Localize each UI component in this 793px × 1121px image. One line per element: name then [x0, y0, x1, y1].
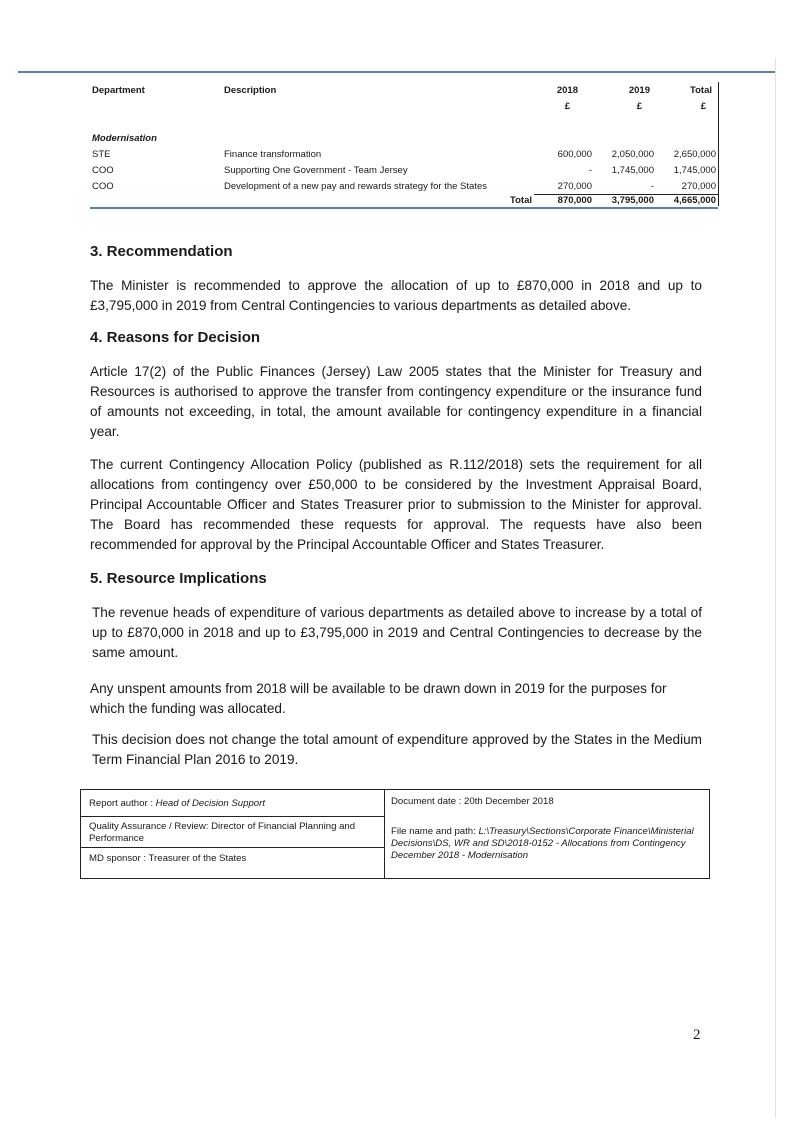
currency-2019: £: [636, 101, 642, 112]
currency-2018: £: [564, 101, 570, 112]
resource-text-3: This decision does not change the total amount of expenditure approved by the States in the Medium Term Financial Plan 2016 to 2019.: [92, 732, 702, 767]
currency-total: £: [700, 101, 706, 112]
total-2019: 3,795,000: [611, 195, 654, 206]
row-1-2019: 2,050,000: [611, 149, 654, 160]
box-column-divider: [384, 790, 385, 878]
heading-recommendation: 3. Recommendation: [90, 243, 233, 260]
row-2-dept: COO: [92, 165, 114, 176]
row-3-desc: Development of a new pay and rewards strategy for the States: [224, 181, 487, 192]
top-rule: [18, 71, 775, 73]
document-info-box: [80, 789, 710, 879]
document-date: Document date : 20th December 2018: [391, 796, 554, 807]
box-divider-2: [81, 847, 384, 848]
row-1-total: 2,650,000: [673, 149, 716, 160]
file-path-value: L:\Treasury\Sections\Corporate Finance\Ministerial Decisions\DS, WR and SD\2018-0152 - Allocations from Contingency December 2018 - Modernisation: [391, 826, 694, 861]
resource-text-1: The revenue heads of expenditure of various departments as detailed above to increase by a total of up to £870,000 in 2018 and up to £3,795,000 in 2019 and Central Contingencies to decrease by the same amount.: [92, 605, 702, 660]
reasons-text-2: The current Contingency Allocation Policy (published as R.112/2018) sets the requirement for all allocations from contingency over £50,000 to be considered by the Investment Appraisal Board, Principal Accountable Officer and States Treasurer prior to submission to the Minister for approval. The Board has recommended these requests for approval. The requests have also been recommended for approval by the Principal Accountable Officer and States Treasurer.: [90, 457, 702, 552]
header-department: Department: [92, 85, 145, 96]
row-1-2018: 600,000: [557, 149, 592, 160]
table-bottom-rule: [90, 207, 718, 209]
total-label: Total: [510, 195, 532, 206]
row-1-desc: Finance transformation: [224, 149, 322, 160]
row-3-dept: COO: [92, 181, 114, 192]
header-description: Description: [224, 85, 277, 96]
row-2-desc: Supporting One Government - Team Jersey: [224, 165, 408, 176]
file-path-label: File name and path:: [391, 826, 479, 837]
report-author-label: Report author :: [89, 798, 156, 809]
reasons-text-1: Article 17(2) of the Public Finances (Jersey) Law 2005 states that the Minister for Treasury and Resources is authorised to approve the transfer from contingency expenditure or the insurance fund of amounts not exceeding, in total, the amount available for contingency expenditure in a financial year.: [90, 364, 702, 439]
row-3-2019: -: [650, 181, 654, 192]
box-divider-1: [81, 816, 384, 817]
md-sponsor: MD sponsor : Treasurer of the States: [89, 853, 247, 864]
heading-resource-implications: 5. Resource Implications: [90, 570, 267, 587]
header-2019: 2019: [628, 85, 650, 96]
row-2-2019: 1,745,000: [611, 165, 654, 176]
file-path: [391, 826, 701, 862]
table-right-border: [718, 82, 719, 206]
total-2018: 870,000: [557, 195, 592, 206]
report-author-value: Head of Decision Support: [155, 798, 265, 809]
section-label: Modernisation: [92, 133, 157, 144]
page-number: 2: [693, 1027, 701, 1043]
qa-review: Quality Assurance / Review: Director of Financial Planning and Performance: [89, 821, 356, 844]
resource-text-2: Any unspent amounts from 2018 will be available to be drawn down in 2019 for the purposes for which the funding was allocated.: [90, 681, 667, 716]
row-2-total: 1,745,000: [673, 165, 716, 176]
recommendation-text: The Minister is recommended to approve the allocation of up to £870,000 in 2018 and up to £3,795,000 in 2019 from Central Contingencies to various departments as detailed above.: [90, 278, 702, 313]
row-3-total: 270,000: [681, 181, 716, 192]
header-total: Total: [690, 85, 712, 96]
total-total: 4,665,000: [673, 195, 716, 206]
header-2018: 2018: [556, 85, 578, 96]
row-2-2018: -: [588, 165, 592, 176]
row-1-dept: STE: [92, 149, 111, 160]
row-3-2018: 270,000: [557, 181, 592, 192]
report-author: [89, 798, 379, 810]
heading-reasons: 4. Reasons for Decision: [90, 329, 261, 346]
right-edge-rule: [775, 58, 776, 1118]
